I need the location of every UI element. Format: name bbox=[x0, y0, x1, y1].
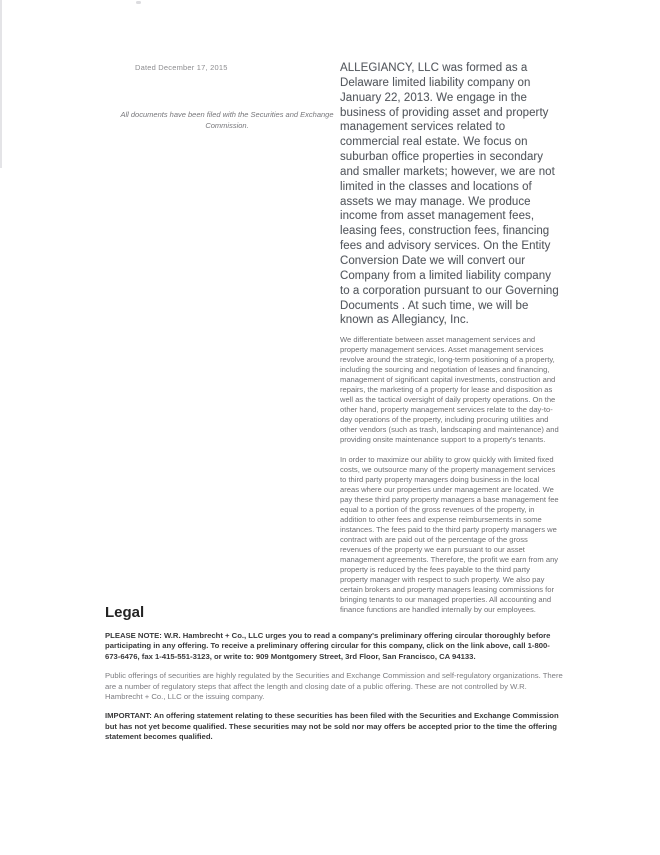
services-differentiation-paragraph: We differentiate between asset management services and property management services. Asset management services revolve around the strategic, long-term positioning of a property, including the sourcing and negotiation of leases and financing, management of significant capital investments, construction and repairs, the marketing of a property for lease and disposition as well as the tactical oversight of daily property operations. On the other hand, property management services relate to the day-to-day operations of the property, including procuring utilities and other vendors (such as trash, landscaping and maintenance) and providing onsite maintenance support to a property's tenants. bbox=[340, 335, 559, 445]
legal-important-paragraph: IMPORTANT: An offering statement relating to these securities has been filed with the Securities and Exchange Commission but has not yet become qualified. These securities may not be sold nor may offers be accepted prior to the time the offering statement becomes qualified. bbox=[105, 711, 559, 742]
legal-public-offerings-paragraph: Public offerings of securities are highly regulated by the Securities and Exchange Commission and self-regulatory organizations. There are a number of regulatory steps that affect the length and closing date of a public offering. These are not controlled by W.R. Hambrecht + Co., LLC or the issuing company. bbox=[105, 671, 563, 702]
legal-section bbox=[105, 604, 563, 752]
company-overview-paragraph: ALLEGIANCY, LLC was formed as a Delaware limited liability company on January 22, 2013. We engage in the business of providing asset and property management services related to commercial real estate. We focus on suburban office properties in secondary and smaller markets; however, we are not limited in the classes and locations of assets we may manage. We produce income from asset management fees, leasing fees, construction fees, financing fees and advisory services. On the Entity Conversion Date we will convert our Company from a limited liability company to a corporation pursuant to our Governing Documents . At such time, we will be known as Allegiancy, Inc. bbox=[340, 62, 559, 327]
legal-please-note-paragraph: PLEASE NOTE: W.R. Hambrecht + Co., LLC urges you to read a company's preliminary offering circular thoroughly before participating in any offering. To receive a preliminary offering circular for this company, click on the link above, call 1-800-673-6476, fax 1-415-551-3123, or write to: 909 Montgomery Street, 3rd Floor, San Francisco, CA 94133. bbox=[105, 631, 551, 661]
scan-smudge-artifact bbox=[136, 1, 141, 4]
filing-note: All documents have been filed with the Securities and Exchange Commission. bbox=[120, 110, 334, 130]
outsourcing-paragraph: In order to maximize our ability to grow quickly with limited fixed costs, we outsource many of the property management services to third party property managers doing business in the local areas where our properties under management are located. We pay these third party property managers a base management fee equal to a portion of the gross revenues of the property, in addition to other fees and expense reimbursements in some instances. The fees paid to the third party property managers we contract with are paid out of the percentage of the gross revenues of the property we earn pursuant to our asset management agreements. Therefore, the profit we earn from any property is reduced by the fees payable to the third party property manager with respect to such property. We also pay certain brokers and property managers leasing commissions for bringing tenants to our managed properties. All accounting and finance functions are handled internally by our employees. bbox=[340, 455, 559, 615]
scan-edge-artifact bbox=[0, 0, 2, 168]
dated-line: Dated December 17, 2015 bbox=[135, 63, 228, 72]
company-description-column bbox=[340, 61, 559, 615]
legal-heading: Legal bbox=[105, 604, 145, 621]
